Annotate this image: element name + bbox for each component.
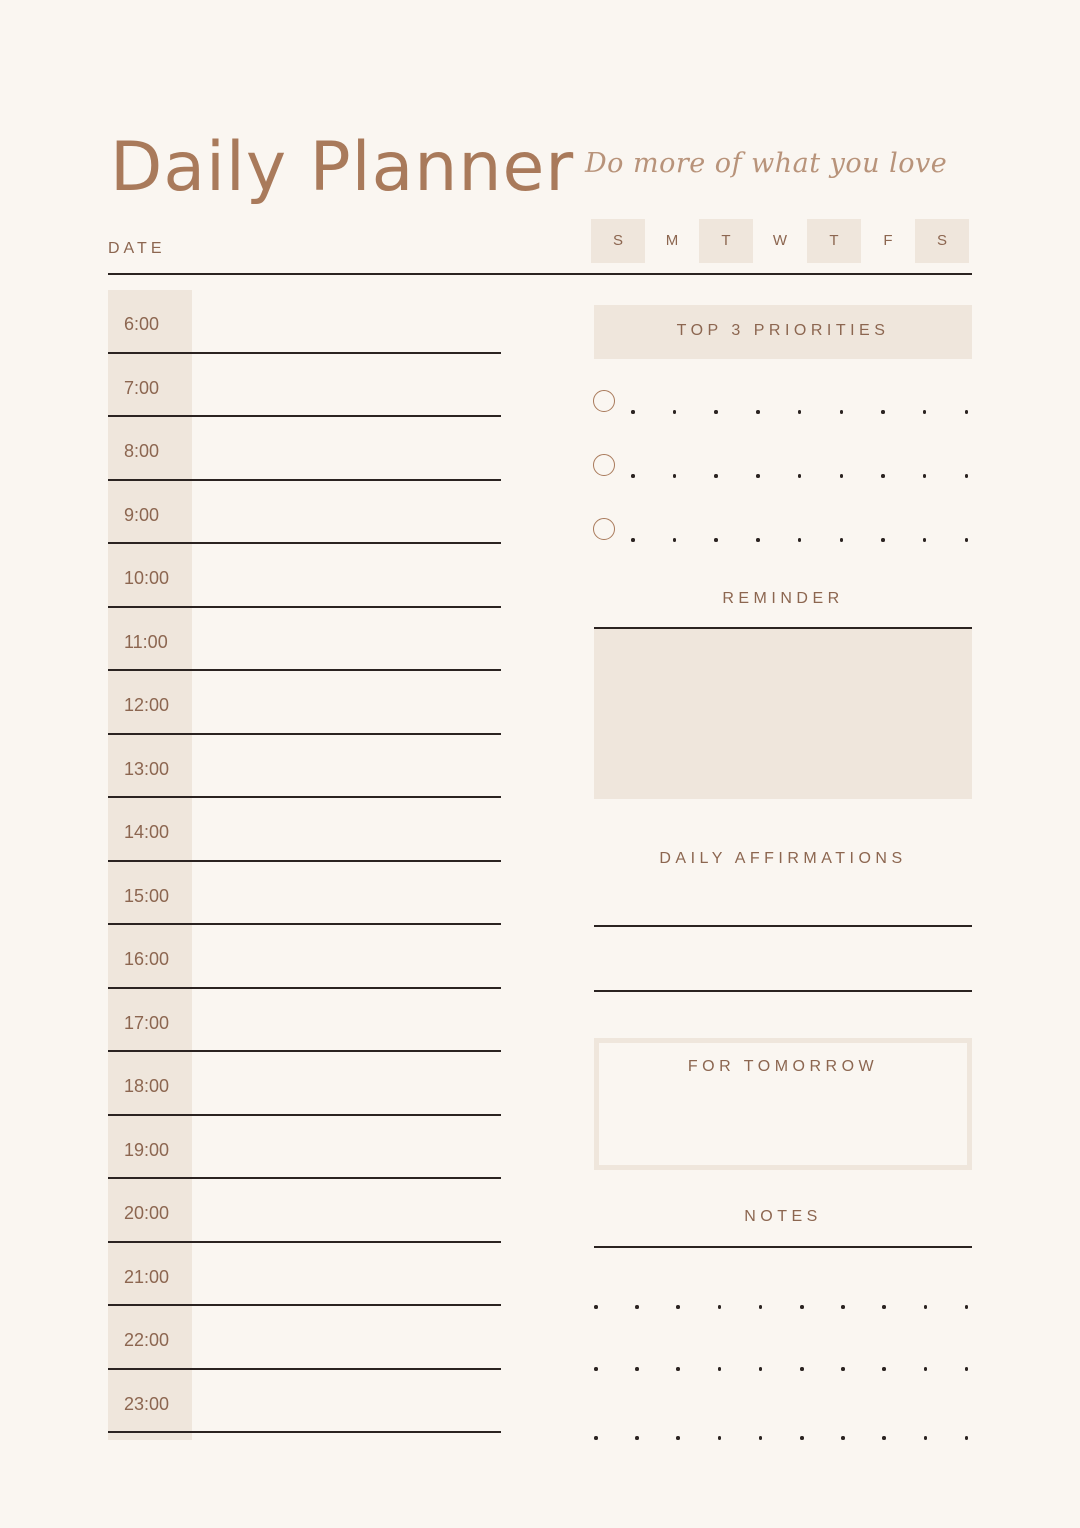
hour-row[interactable] (108, 1306, 501, 1370)
dot (635, 1305, 639, 1309)
hour-label: 8:00 (124, 441, 160, 461)
weekday-wednesday[interactable]: W (772, 232, 788, 249)
weekday-monday[interactable]: M (665, 232, 679, 249)
dot (635, 1367, 639, 1371)
dot (800, 1305, 804, 1309)
dot (798, 410, 802, 414)
priority-item[interactable] (591, 390, 976, 418)
dot (676, 1305, 680, 1309)
dot (631, 538, 635, 542)
hour-row[interactable] (108, 1116, 501, 1180)
hour-label: 6:00 (124, 314, 160, 334)
dot (759, 1305, 763, 1309)
dot (965, 1436, 969, 1440)
hour-row[interactable] (108, 862, 501, 926)
dot (924, 1305, 928, 1309)
dot (676, 1367, 680, 1371)
dot (756, 538, 760, 542)
dot (840, 538, 844, 542)
dot (965, 538, 969, 542)
hour-label: 16:00 (124, 949, 170, 969)
priority-item[interactable] (591, 518, 976, 546)
hour-row[interactable] (108, 798, 501, 862)
dot (594, 1436, 598, 1440)
dot (881, 474, 885, 478)
weekday-thursday[interactable]: T (807, 219, 861, 263)
affirmation-line[interactable] (594, 990, 972, 992)
hour-label: 11:00 (124, 631, 168, 652)
dot (965, 1305, 969, 1309)
notes-rule (594, 1246, 972, 1248)
dot (800, 1367, 804, 1371)
page-title: Daily Planner (110, 128, 575, 207)
hour-row[interactable] (108, 290, 501, 354)
hour-label: 14:00 (124, 822, 170, 842)
weekday-saturday[interactable]: S (915, 219, 969, 263)
dot (924, 1436, 928, 1440)
hour-row[interactable] (108, 1052, 501, 1116)
dot (759, 1436, 763, 1440)
hour-label: 13:00 (124, 758, 170, 779)
dot (594, 1367, 598, 1371)
tomorrow-heading: FOR TOMORROW (687, 1058, 879, 1075)
weekday-sunday[interactable]: S (591, 219, 645, 263)
dot (798, 538, 802, 542)
dot (882, 1305, 886, 1309)
dot (718, 1305, 722, 1309)
dot (841, 1436, 845, 1440)
dot (631, 474, 635, 478)
dot (882, 1367, 886, 1371)
hour-row[interactable] (108, 481, 501, 545)
weekday-tuesday[interactable]: T (699, 219, 753, 263)
hour-label: 7:00 (124, 377, 160, 398)
dot (756, 474, 760, 478)
dot (881, 410, 885, 414)
dot (923, 538, 927, 542)
priorities-heading: TOP 3 PRIORITIES (676, 322, 890, 339)
priority-item[interactable] (591, 454, 976, 482)
dot (840, 410, 844, 414)
priority-checkbox[interactable] (593, 390, 615, 412)
dot (923, 474, 927, 478)
tagline: Do more of what you love (585, 148, 948, 179)
dot (841, 1367, 845, 1371)
dot (718, 1367, 722, 1371)
dot (714, 538, 718, 542)
dot (718, 1436, 722, 1440)
hour-row[interactable] (108, 417, 501, 481)
date-label: DATE (108, 240, 166, 257)
hour-label: 9:00 (124, 504, 160, 525)
dot (965, 1367, 969, 1371)
hour-row[interactable] (108, 1179, 501, 1243)
hour-label: 23:00 (124, 1393, 170, 1414)
hour-row[interactable] (108, 1370, 501, 1434)
dot (714, 474, 718, 478)
hour-label: 20:00 (124, 1203, 170, 1223)
dot (965, 410, 969, 414)
reminder-box[interactable] (594, 629, 972, 799)
notes-dotted-line[interactable] (594, 1436, 972, 1442)
dot (635, 1436, 639, 1440)
dot (841, 1305, 845, 1309)
hour-label: 19:00 (124, 1139, 170, 1160)
dot (594, 1305, 598, 1309)
dot (673, 474, 677, 478)
hour-row[interactable] (108, 925, 501, 989)
dot (673, 538, 677, 542)
dot (882, 1436, 886, 1440)
notes-dotted-line[interactable] (594, 1367, 972, 1373)
dot (714, 410, 718, 414)
dot (756, 410, 760, 414)
hour-label: 12:00 (124, 695, 170, 715)
dot (924, 1367, 928, 1371)
hour-row[interactable] (108, 608, 501, 672)
weekday-selector (591, 219, 971, 263)
hour-line (108, 1431, 501, 1433)
reminder-heading: REMINDER (722, 590, 844, 607)
affirmations-heading: DAILY AFFIRMATIONS (659, 850, 907, 867)
hour-label: 21:00 (124, 1266, 170, 1287)
dot (759, 1367, 763, 1371)
dot (800, 1436, 804, 1440)
hour-row[interactable] (108, 735, 501, 799)
hour-label: 22:00 (124, 1330, 170, 1350)
dot (840, 474, 844, 478)
dot (881, 538, 885, 542)
weekday-friday[interactable]: F (883, 232, 893, 249)
affirmation-line[interactable] (594, 925, 972, 927)
hour-label: 15:00 (124, 885, 170, 906)
hour-row[interactable] (108, 989, 501, 1053)
dot (923, 410, 927, 414)
hour-row[interactable] (108, 354, 501, 418)
dot (631, 410, 635, 414)
priority-checkbox[interactable] (593, 518, 615, 540)
hour-row[interactable] (108, 671, 501, 735)
hour-label: 17:00 (124, 1012, 170, 1033)
notes-dotted-line[interactable] (594, 1305, 972, 1311)
notes-heading: NOTES (744, 1208, 822, 1225)
dot (798, 474, 802, 478)
hour-label: 10:00 (124, 568, 170, 588)
dot (965, 474, 969, 478)
hour-row[interactable] (108, 1243, 501, 1307)
dot (673, 410, 677, 414)
hour-row[interactable] (108, 544, 501, 608)
hour-label: 18:00 (124, 1076, 170, 1096)
priority-checkbox[interactable] (593, 454, 615, 476)
header-divider (108, 273, 972, 275)
dot (676, 1436, 680, 1440)
